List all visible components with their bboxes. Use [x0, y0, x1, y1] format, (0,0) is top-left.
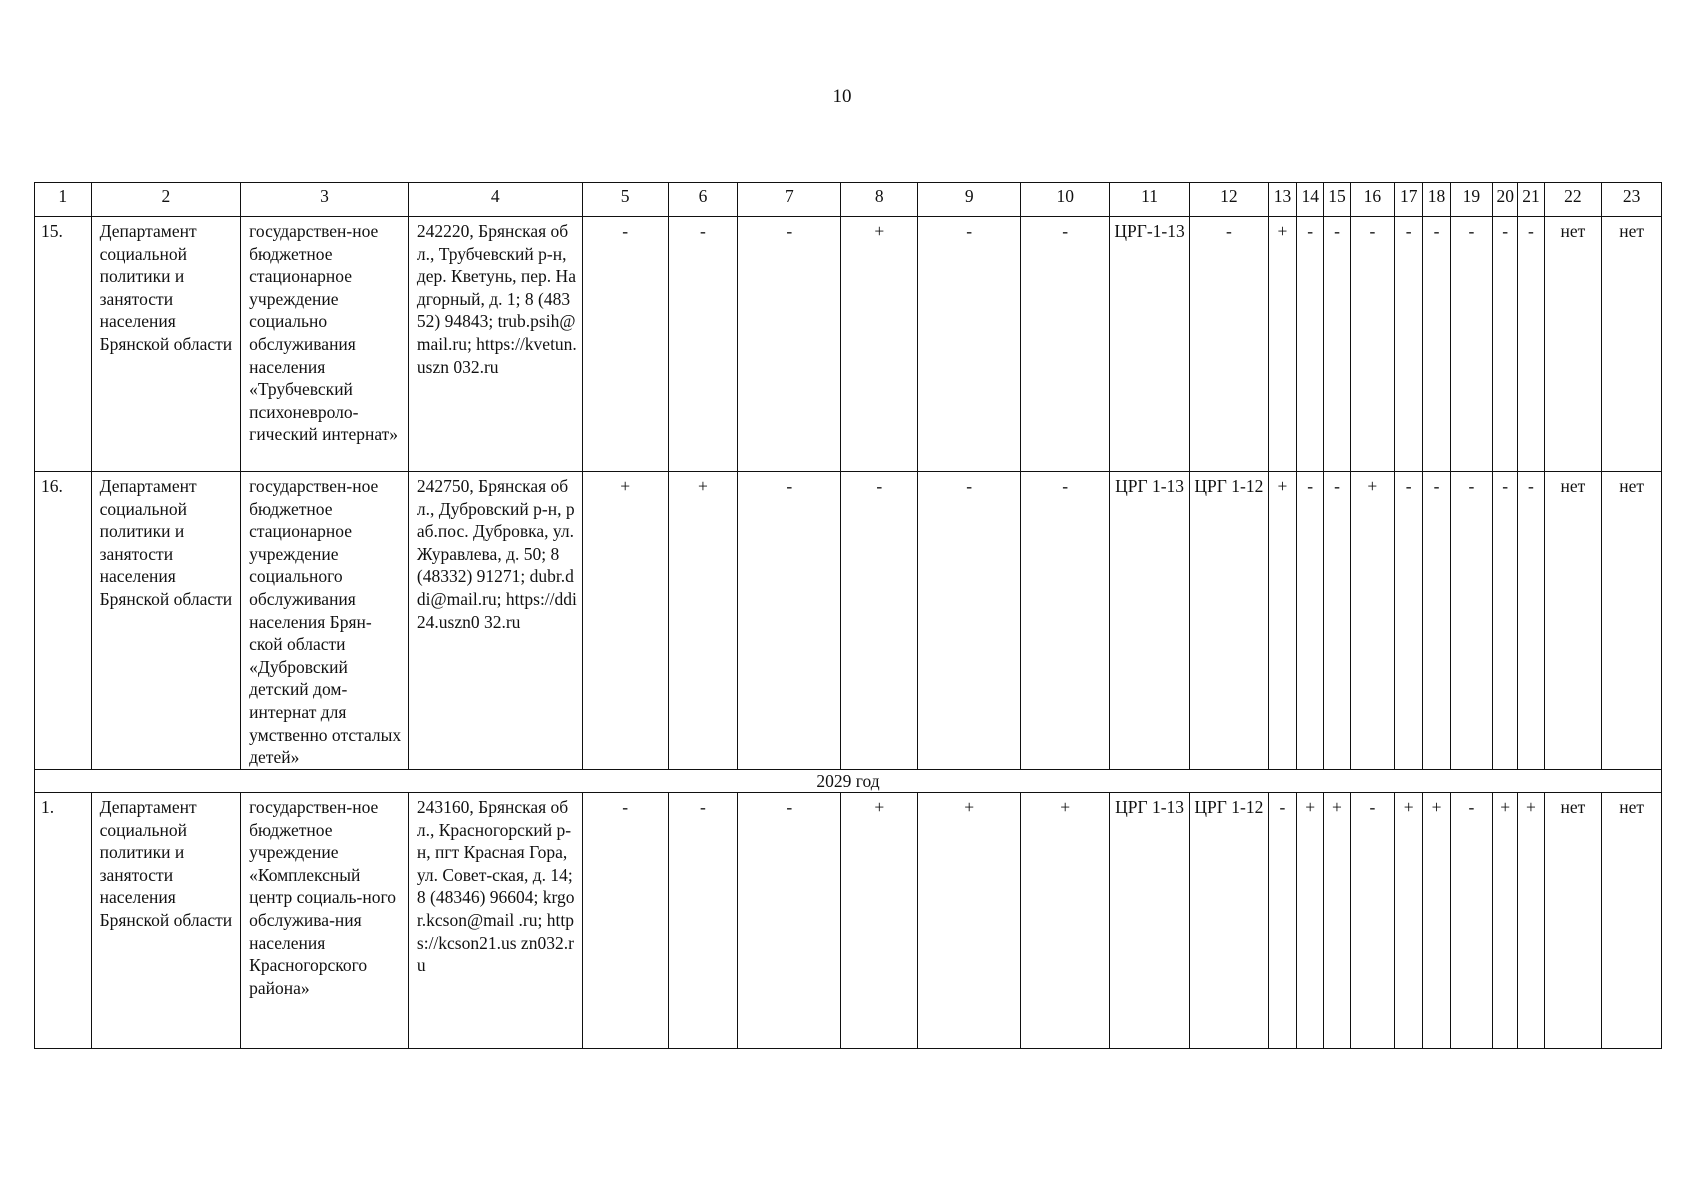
mark-cell: - — [1395, 472, 1423, 770]
department-cell: Департамент социальной политики и занятости населения Брянской области — [91, 472, 241, 770]
mark-cell: - — [1493, 217, 1518, 472]
mark-cell: + — [1493, 793, 1518, 1049]
mark-cell: + — [841, 793, 918, 1049]
header-cell: 6 — [668, 183, 738, 217]
mark-cell: - — [668, 793, 738, 1049]
mark-cell: - — [582, 217, 668, 472]
mark-cell: - — [1518, 472, 1544, 770]
group-cell: ЦРГ 1-12 — [1189, 472, 1268, 770]
mark-cell: + — [1297, 793, 1324, 1049]
header-cell: 7 — [738, 183, 841, 217]
mark-cell: - — [1350, 217, 1394, 472]
header-cell: 23 — [1602, 183, 1662, 217]
mark-cell: - — [738, 793, 841, 1049]
mark-cell: - — [738, 217, 841, 472]
page-number: 10 — [832, 86, 852, 107]
header-row — [35, 183, 1662, 217]
mark-cell: - — [1518, 217, 1544, 472]
mark-cell: - — [918, 472, 1021, 770]
mark-cell: + — [1268, 217, 1296, 472]
header-cell: 8 — [841, 183, 918, 217]
group-cell: ЦРГ 1-12 — [1189, 793, 1268, 1049]
header-cell: 22 — [1544, 183, 1602, 217]
mark-cell: + — [668, 472, 738, 770]
address-cell: 243160, Брянская обл., Красногорский р-н, пгт Красная Гора, ул. Совет-ская, д. 14; 8 (48346) 96604; krgor.kcson@mail .ru; https://kcson21.us zn032.ru — [408, 793, 582, 1049]
address-cell: 242750, Брянская обл., Дубровский р-н, раб.пос. Дубровка, ул. Журавлева, д. 50; 8 (48332) 91271; dubr.ddi@mail.ru; https://ddi24.uszn0 32.ru — [408, 472, 582, 770]
year-separator-row — [35, 770, 1662, 793]
department-cell: Департамент социальной политики и занятости населения Брянской области — [91, 793, 241, 1049]
mark-cell: + — [841, 217, 918, 472]
organization-cell: государствен-ное бюджетное учреждение «Комплексный центр социаль-ного обслужива-ния населения Красногорского района» — [241, 793, 409, 1049]
header-cell: 4 — [408, 183, 582, 217]
mark-cell: + — [1021, 793, 1110, 1049]
mark-cell: - — [1324, 472, 1350, 770]
header-cell: 9 — [918, 183, 1021, 217]
mark-cell: - — [1450, 472, 1492, 770]
mark-cell: - — [1297, 472, 1324, 770]
mark-cell: + — [1395, 793, 1423, 1049]
answer-cell: нет — [1602, 793, 1662, 1049]
mark-cell: + — [582, 472, 668, 770]
mark-cell: - — [1423, 217, 1450, 472]
mark-cell: + — [1350, 472, 1394, 770]
header-cell: 10 — [1021, 183, 1110, 217]
table-row — [35, 472, 1662, 770]
header-cell: 1 — [35, 183, 92, 217]
header-cell: 18 — [1423, 183, 1450, 217]
mark-cell: - — [1450, 217, 1492, 472]
header-cell: 20 — [1493, 183, 1518, 217]
mark-cell: - — [1297, 217, 1324, 472]
header-cell: 15 — [1324, 183, 1350, 217]
mark-cell: + — [918, 793, 1021, 1049]
mark-cell: - — [1395, 217, 1423, 472]
mark-cell: - — [1021, 217, 1110, 472]
mark-cell: - — [1423, 472, 1450, 770]
department-cell: Департамент социальной политики и занятости населения Брянской области — [91, 217, 241, 472]
mark-cell: - — [1350, 793, 1394, 1049]
answer-cell: нет — [1602, 217, 1662, 472]
document-table — [34, 182, 1662, 1049]
mark-cell: - — [1450, 793, 1492, 1049]
table-row — [35, 217, 1662, 472]
mark-cell: - — [918, 217, 1021, 472]
row-number: 1. — [35, 793, 92, 1049]
header-cell: 11 — [1110, 183, 1190, 217]
mark-cell: + — [1324, 793, 1350, 1049]
header-cell: 3 — [241, 183, 409, 217]
mark-cell: - — [1268, 793, 1296, 1049]
header-cell: 21 — [1518, 183, 1544, 217]
answer-cell: нет — [1544, 472, 1602, 770]
header-cell: 12 — [1189, 183, 1268, 217]
mark-cell: - — [841, 472, 918, 770]
mark-cell: - — [668, 217, 738, 472]
address-cell: 242220, Брянская обл., Трубчевский р-н, дер. Кветунь, пер. Надгорный, д. 1; 8 (48352) 94843; trub.psih@mail.ru; https://kvetun.uszn 032.ru — [408, 217, 582, 472]
table-row — [35, 793, 1662, 1049]
mark-cell: - — [738, 472, 841, 770]
row-number: 16. — [35, 472, 92, 770]
group-cell: ЦРГ 1-13 — [1110, 793, 1190, 1049]
header-cell: 16 — [1350, 183, 1394, 217]
mark-cell: - — [1493, 472, 1518, 770]
answer-cell: нет — [1544, 793, 1602, 1049]
mark-cell: + — [1518, 793, 1544, 1049]
mark-cell: - — [1021, 472, 1110, 770]
row-number: 15. — [35, 217, 92, 472]
group-cell: - — [1189, 217, 1268, 472]
mark-cell: - — [1324, 217, 1350, 472]
header-cell: 14 — [1297, 183, 1324, 217]
mark-cell: - — [582, 793, 668, 1049]
header-cell: 19 — [1450, 183, 1492, 217]
header-cell: 17 — [1395, 183, 1423, 217]
mark-cell: + — [1423, 793, 1450, 1049]
organization-cell: государствен-ное бюджетное стационарное учреждение социально обслуживания населения «Трубчевский психоневроло-гический интернат» — [241, 217, 409, 472]
answer-cell: нет — [1544, 217, 1602, 472]
year-label: 2029 год — [35, 770, 1662, 793]
answer-cell: нет — [1602, 472, 1662, 770]
organization-cell: государствен-ное бюджетное стационарное учреждение социального обслуживания населения Брян-ской области «Дубровский детский дом-интернат для умственно отсталых детей» — [241, 472, 409, 770]
group-cell: ЦРГ 1-13 — [1110, 472, 1190, 770]
header-cell: 5 — [582, 183, 668, 217]
header-cell: 13 — [1268, 183, 1296, 217]
mark-cell: + — [1268, 472, 1296, 770]
header-cell: 2 — [91, 183, 241, 217]
group-cell: ЦРГ-1-13 — [1110, 217, 1190, 472]
